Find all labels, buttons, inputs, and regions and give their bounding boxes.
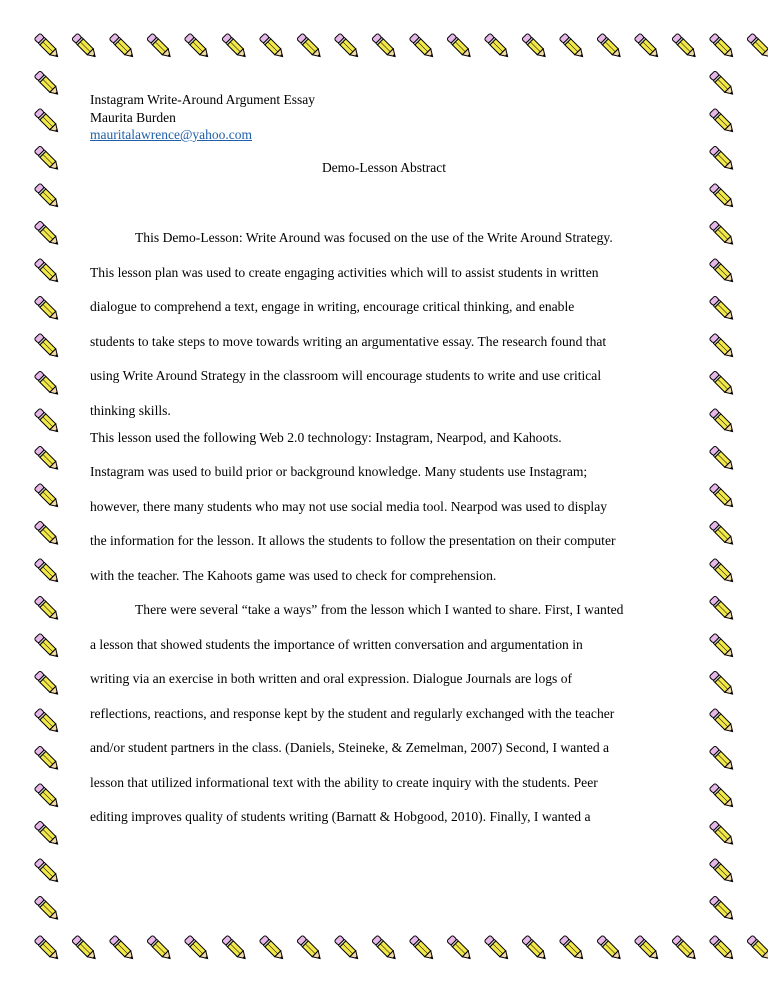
pencil-icon (709, 783, 735, 809)
pencil-icon (709, 108, 735, 134)
text-line: writing via an exercise in both written and oral expression. Dialogue Journals are logs of (90, 671, 573, 686)
pencil-icon (34, 408, 60, 434)
paragraph-1 (90, 226, 674, 426)
text-line: the information for the lesson. It allows the students to follow the presentation on their computer (90, 533, 616, 548)
pencil-icon (709, 296, 735, 322)
pencil-icon (109, 935, 135, 961)
text-line: reflections, reactions, and response kept by the student and regularly exchanged with the teacher (90, 705, 615, 721)
pencil-icon (334, 33, 360, 59)
pencil-icon (372, 935, 398, 961)
pencil-icon (34, 671, 60, 697)
pencil-icon (522, 33, 548, 59)
pencil-icon (184, 33, 210, 59)
text-line: There were several “take a ways” from the lesson which I wanted to share. First, I wanted (135, 602, 624, 617)
pencil-icon (147, 33, 173, 59)
pencil-icon (34, 558, 60, 584)
pencil-icon (34, 296, 60, 322)
pencil-icon (709, 935, 735, 961)
pencil-icon (709, 446, 735, 472)
pencil-icon (34, 183, 60, 209)
text-line: This Demo-Lesson: Write Around was focused on the use of the Write Around Strategy. (135, 230, 613, 245)
pencil-icon (709, 333, 735, 359)
pencil-icon (672, 33, 698, 59)
pencil-icon (34, 108, 60, 134)
pencil-icon (709, 821, 735, 847)
pencil-icon (709, 596, 735, 622)
pencil-icon (34, 258, 60, 284)
pencil-icon (372, 33, 398, 59)
text-line: This lesson plan was used to create engaging activities which will to assist students in written (90, 264, 599, 280)
pencil-icon (34, 596, 60, 622)
pencil-icon (709, 521, 735, 547)
text-line: lesson that utilized informational text with the ability to create inquiry with the students. Peer (90, 774, 598, 790)
pencil-icon (634, 935, 660, 961)
pencil-icon (34, 858, 60, 884)
pencil-icon (709, 183, 735, 209)
pencil-icon (447, 33, 473, 59)
pencil-icon (709, 896, 735, 922)
text-line: and/or student partners in the class. (Daniels, Steineke, & Zemelman, 2007) Second, I wanted a (90, 740, 610, 755)
pencil-icon (334, 935, 360, 961)
pencil-icon (259, 33, 285, 59)
pencil-icon (34, 446, 60, 472)
document-header (90, 91, 315, 144)
pencil-icon (709, 408, 735, 434)
pencil-icon (709, 483, 735, 509)
pencil-icon (709, 371, 735, 397)
pencil-icon (34, 746, 60, 772)
pencil-icon (559, 935, 585, 961)
author-email-link[interactable]: mauritalawrence@yahoo.com (90, 127, 252, 142)
pencil-icon (34, 71, 60, 97)
text-line: This lesson used the following Web 2.0 technology: Instagram, Nearpod, and Kahoots. (90, 429, 562, 445)
pencil-icon (447, 935, 473, 961)
pencil-icon (709, 708, 735, 734)
pencil-icon (597, 33, 623, 59)
pencil-icon (709, 746, 735, 772)
pencil-icon (709, 258, 735, 284)
pencil-icon (72, 935, 98, 961)
pencil-icon (672, 935, 698, 961)
pencil-icon (222, 33, 248, 59)
pencil-icon (34, 935, 60, 961)
document-title: Demo-Lesson Abstract (321, 160, 447, 175)
text-line: students to take steps to move towards writing an argumentative essay. The research found that (90, 333, 607, 349)
pencil-icon (297, 935, 323, 961)
pencil-icon (34, 333, 60, 359)
paragraph-3 (90, 598, 674, 840)
pencil-icon (709, 558, 735, 584)
pencil-icon (34, 633, 60, 659)
pencil-icon (409, 935, 435, 961)
text-line: Instagram was used to build prior or background knowledge. Many students use Instagram; (90, 464, 588, 479)
pencil-icon (34, 221, 60, 247)
pencil-icon (709, 71, 735, 97)
pencil-icon (747, 935, 768, 961)
pencil-icon (34, 371, 60, 397)
pencil-icon (297, 33, 323, 59)
text-line: dialogue to comprehend a text, engage in writing, encourage critical thinking, and enable (90, 299, 575, 314)
text-line: however, there many students who may not use social media tool. Nearpod was used to display (90, 498, 608, 514)
pencil-icon (259, 935, 285, 961)
pencil-icon (522, 935, 548, 961)
pencil-icon (559, 33, 585, 59)
pencil-icon (709, 633, 735, 659)
document-body (90, 226, 674, 840)
pencil-icon (747, 33, 768, 59)
pencil-icon (597, 935, 623, 961)
pencil-icon (634, 33, 660, 59)
pencil-icon (109, 33, 135, 59)
text-line: a lesson that showed students the importance of written conversation and argumentation in (90, 636, 583, 652)
paragraph-2 (90, 426, 674, 599)
author-name: Maurita Burden (90, 109, 176, 125)
pencil-icon (409, 33, 435, 59)
text-line: thinking skills. (90, 402, 171, 418)
pencil-icon (484, 935, 510, 961)
pencil-icon (222, 935, 248, 961)
pencil-icon (147, 935, 173, 961)
text-line: with the teacher. The Kahoots game was used to check for comprehension. (90, 567, 497, 583)
pencil-icon (72, 33, 98, 59)
pencil-icon (184, 935, 210, 961)
pencil-icon (709, 671, 735, 697)
pencil-icon (34, 521, 60, 547)
pencil-icon (34, 708, 60, 734)
pencil-icon (34, 33, 60, 59)
essay-title: Instagram Write-Around Argument Essay (90, 92, 316, 107)
pencil-icon (34, 783, 60, 809)
pencil-icon (34, 821, 60, 847)
pencil-icon (709, 33, 735, 59)
pencil-icon (709, 221, 735, 247)
pencil-icon (34, 896, 60, 922)
pencil-icon (709, 858, 735, 884)
pencil-icon (34, 483, 60, 509)
text-line: using Write Around Strategy in the classroom will encourage students to write and use critical (90, 368, 602, 383)
pencil-icon (484, 33, 510, 59)
text-line: editing improves quality of students writing (Barnatt & Hobgood, 2010). Finally, I wanted a (90, 809, 591, 824)
